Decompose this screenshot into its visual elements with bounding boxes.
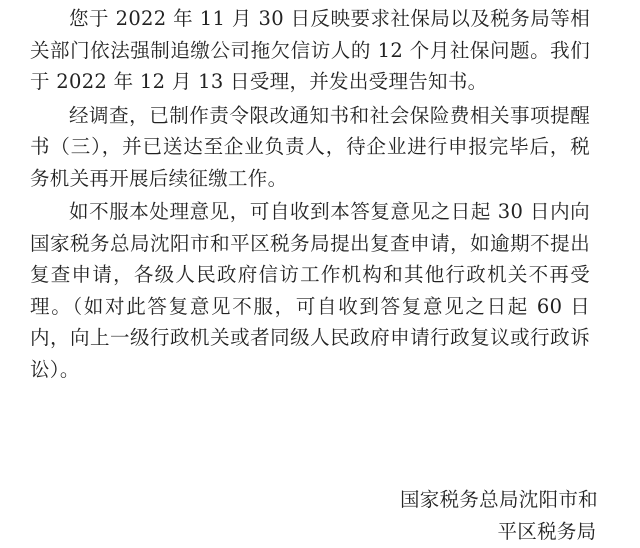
paragraph-appeal-rights: 如不服本处理意见，可自收到本答复意见之日起 30 日内向国家税务总局沈阳市和平区税务局提出复查申请，如逾期不提出复查申请，各级人民政府信访工作机构和其他行政机关不再受理。（如对此答复意见不服，可自收到答复意见之日起 60 日内，向上一级行政机关或者同级人民政府申请行政复议或行政诉讼）。: [30, 200, 590, 381]
document-body: [30, 0, 590, 385]
issuing-authority-signature: [400, 484, 598, 548]
signature-line-2: 平区税务局: [497, 520, 597, 543]
paragraph-investigation-result: 经调查，已制作责令限改通知书和社会保险费相关事项提醒书（三），并已送达至企业负责人，待企业进行申报完毕后，税务机关再开展后续征缴工作。: [30, 103, 590, 190]
signature-line-1: 国家税务总局沈阳市和: [399, 488, 598, 511]
paragraph-complaint-acceptance: 您于 2022 年 11 月 30 日反映要求社保局以及税务局等相关部门依法强制追缴公司拖欠信访人的 12 个月社保问题。我们于 2022 年 12 月 13 日受理，并发出受理告知书。: [30, 7, 590, 93]
